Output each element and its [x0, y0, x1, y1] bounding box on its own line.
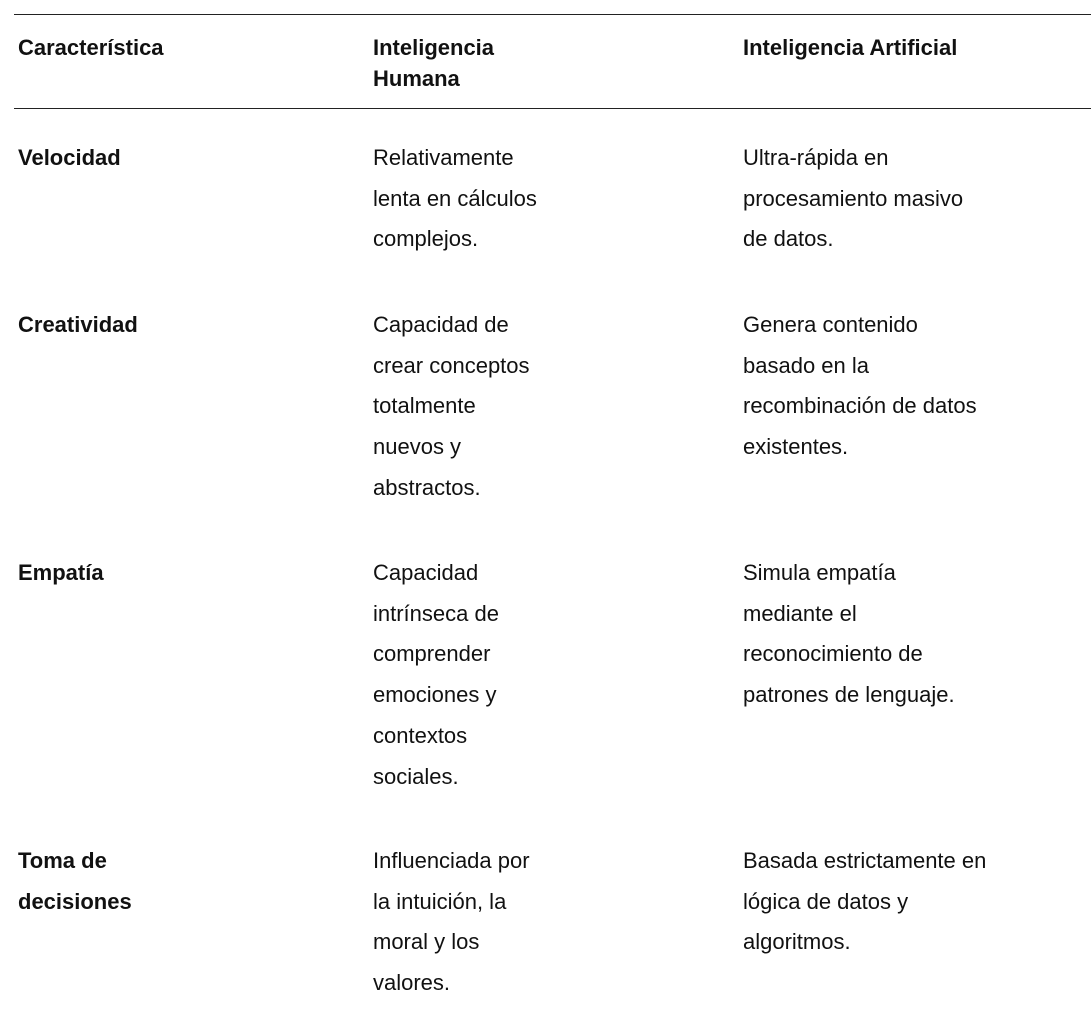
line: Simula empatía — [743, 560, 896, 585]
row-ai — [743, 138, 1043, 260]
line: Relativamente — [373, 145, 514, 170]
line: crear conceptos — [373, 352, 530, 378]
line: la intuición, la — [373, 888, 507, 914]
line: de datos. — [743, 226, 834, 252]
row-feature — [18, 553, 318, 594]
row-ai — [743, 553, 1043, 716]
line: complejos. — [373, 226, 479, 252]
line: Influenciada por — [373, 848, 530, 873]
row-ai — [743, 841, 1043, 963]
line: basado en la — [743, 352, 869, 378]
line: procesamiento masivo — [743, 185, 964, 211]
line: lógica de datos y — [743, 888, 909, 914]
line: decisiones — [18, 888, 132, 914]
row-human — [373, 841, 583, 1004]
line: nuevos y — [373, 434, 462, 460]
line: mediante el — [743, 600, 857, 626]
header-bottom-rule — [14, 108, 1091, 109]
header-feature: Característica — [18, 35, 164, 60]
line: recombinación de datos — [743, 393, 977, 419]
line: existentes. — [743, 434, 849, 460]
line: Empatía — [18, 560, 104, 585]
table-top-rule — [14, 14, 1091, 15]
line: Velocidad — [18, 145, 121, 170]
line: Toma de — [18, 848, 107, 873]
line: lenta en cálculos — [373, 185, 537, 211]
row-feature — [18, 138, 318, 179]
line: algoritmos. — [743, 929, 851, 955]
line: abstractos. — [373, 474, 481, 500]
line: patrones de lenguaje. — [743, 682, 955, 708]
header-human-line: Inteligencia — [373, 35, 495, 60]
header-ai: Inteligencia Artificial — [743, 35, 958, 60]
line: Capacidad — [373, 560, 479, 585]
row-feature — [18, 305, 318, 346]
row-human — [373, 138, 583, 260]
header-human-line: Humana — [373, 66, 460, 91]
line: emociones y — [373, 682, 497, 708]
line: Basada estrictamente en — [743, 848, 987, 873]
row-feature — [18, 841, 318, 922]
line: valores. — [373, 970, 451, 996]
header-human — [373, 32, 583, 94]
line: sociales. — [373, 763, 459, 789]
line: Capacidad de — [373, 312, 509, 337]
line: Creatividad — [18, 312, 138, 337]
line: reconocimiento de — [743, 641, 923, 667]
line: moral y los — [373, 929, 480, 955]
row-ai — [743, 305, 1043, 468]
line: contextos — [373, 722, 468, 748]
line: Ultra-rápida en — [743, 145, 889, 170]
line: intrínseca de — [373, 600, 499, 626]
line: Genera contenido — [743, 312, 918, 337]
line: comprender — [373, 641, 491, 667]
line: totalmente — [373, 393, 476, 419]
row-human — [373, 305, 583, 509]
row-human — [373, 553, 583, 797]
